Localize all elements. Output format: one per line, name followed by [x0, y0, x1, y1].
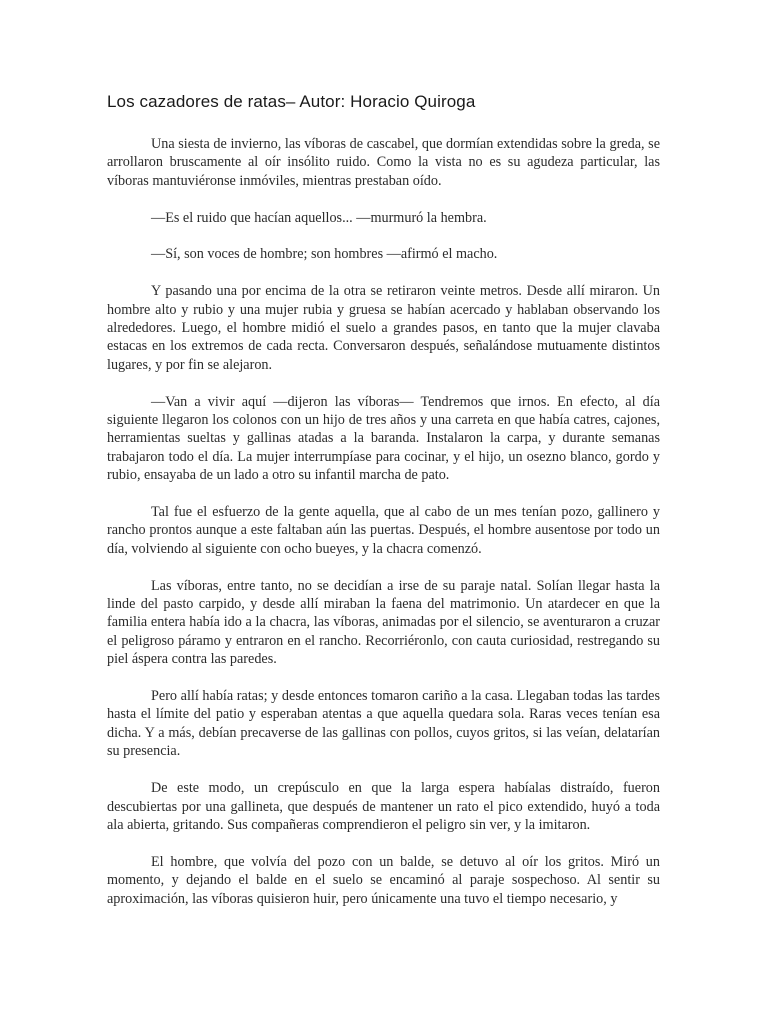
paragraph: —Sí, son voces de hombre; son hombres —afirmó el macho. — [151, 246, 498, 263]
paragraph: Tal fue el esfuerzo de la gente aquella, que al cabo de un mes tenían pozo, gallinero y rancho prontos aunque a este faltaban aún las puertas. Después, el hombre ausentose por todo un día, volviendo al siguiente con ocho bueyes, y la chacra comenzó. — [107, 504, 660, 557]
paragraph: Las víboras, entre tanto, no se decidían a irse de su paraje natal. Solían llegar hasta la linde del pasto carpido, y desde allí miraban la faena del matrimonio. Un atardecer en que la familia entera había ido a la chacra, las víboras, animadas por el silencio, se aventuraron a cruzar el peligroso páramo y entraron en el rancho. Recorriéronlo, con cauta curiosidad, restregando su piel áspera contra las paredes. — [107, 577, 660, 668]
paragraph: De este modo, un crepúsculo en que la larga espera habíalas distraído, fueron descubiertas por una gallineta, que después de mantener un rato el pico extendido, huyó a toda ala abierta, gritando. Sus compañeras comprendieron el peligro sin ver, y la imitaron. — [107, 780, 660, 833]
paragraph: Pero allí había ratas; y desde entonces tomaron cariño a la casa. Llegaban todas las tardes hasta el límite del patio y esperaban atentas a que aquella quedara sola. Raras veces tenían esa dicha. Y a más, debían precaverse de las gallinas con pollos, cuyos gritos, si las veían, delatarían su presencia. — [107, 688, 660, 760]
paragraph: El hombre, que volvía del pozo con un balde, se detuvo al oír los gritos. Miró un momento, y dejando el balde en el suelo se encaminó al paraje sospechoso. Al sentir su aproximación, las víboras quisieron huir, pero únicamente una tuvo el tiempo necesario, y — [107, 853, 660, 907]
document-body — [107, 135, 660, 908]
paragraph: —Es el ruido que hacían aquellos... —murmuró la hembra. — [151, 209, 487, 226]
paragraph: Una siesta de invierno, las víboras de cascabel, que dormían extendidas sobre la greda, se arrollaron bruscamente al oír insólito ruido. Como la vista no es su agudeza particular, las víboras mantuviéronse inmóviles, mientras prestaban oído. — [107, 136, 660, 189]
paragraph: —Van a vivir aquí —dijeron las víboras— Tendremos que irnos. En efecto, al día siguiente llegaron los colonos con un hijo de tres años y una carreta en que había catres, cajones, herramientas sueltas y gallinas atadas a la baranda. Instalaron la carpa, y durante semanas trabajaron todo el día. La mujer interrumpíase para cocinar, y el hijo, un osezno blanco, gordo y rubio, ensayaba de un lado a otro su infantil marcha de pato. — [107, 393, 660, 484]
paragraph: Y pasando una por encima de la otra se retiraron veinte metros. Desde allí miraron. Un hombre alto y rubio y una mujer rubia y gruesa se habían acercado y hablaban observando los alrededores. Luego, el hombre midió el suelo a grandes pasos, en tanto que la mujer clavaba estacas en los extremos de cada recta. Conversaron después, señalándose mutuamente distintos lugares, y por fin se alejaron. — [107, 283, 660, 373]
document-title: Los cazadores de ratas– Autor: Horacio Quiroga — [107, 92, 476, 111]
